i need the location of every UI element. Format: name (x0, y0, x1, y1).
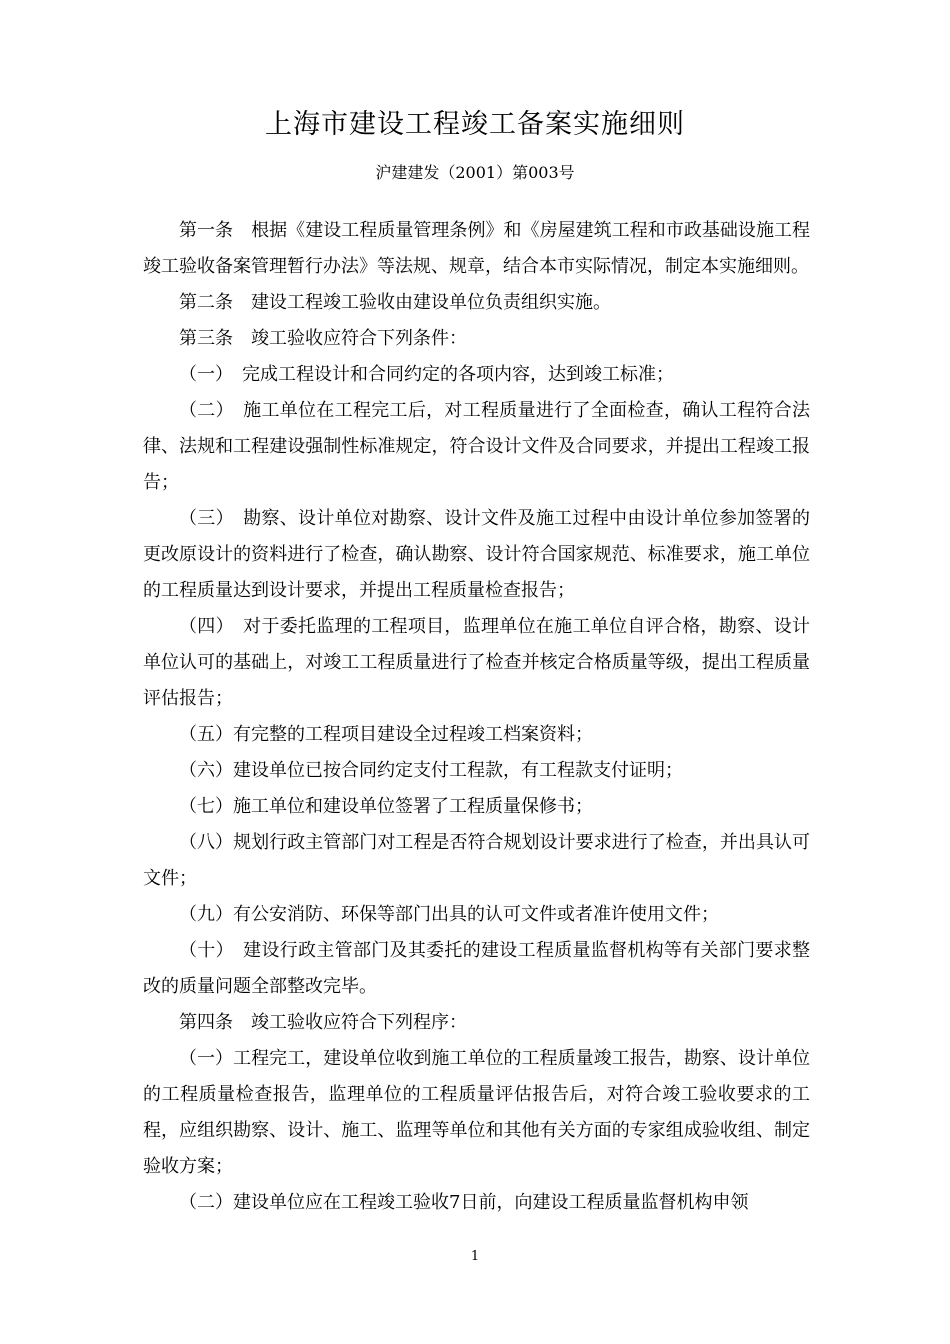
paragraph-item-5: （五）有完整的工程项目建设全过程竣工档案资料； (179, 724, 593, 745)
paragraph-item-6: （六）建设单位已按合同约定支付工程款，有工程款支付证明； (179, 760, 683, 781)
paragraph-procedure-2: （二）建设单位应在工程竣工验收7日前，向建设工程质量监督机构申领 (179, 1192, 749, 1213)
paragraph-item-3: （三） 勘察、设计单位对勘察、设计文件及施工过程中由设计单位参加签署的更改原设计的资料进行了检查，确认勘察、设计符合国家规范、标准要求，施工单位的工程质量达到设计要求，并提出工程质量检查报告； (143, 508, 810, 601)
document-title: 上海市建设工程竣工备案实施细则 (265, 109, 685, 140)
paragraph-item-7: （七）施工单位和建设单位签署了工程质量保修书； (179, 796, 593, 817)
paragraph-procedure-1: （一）工程完工，建设单位收到施工单位的工程质量竣工报告，勘察、设计单位的工程质量检查报告，监理单位的工程质量评估报告后，对符合竣工验收要求的工程，应组织勘察、设计、施工、监理等单位和其他有关方面的专家组成验收组、制定验收方案； (143, 1048, 810, 1177)
paragraph-article-2: 第二条 建设工程竣工验收由建设单位负责组织实施。 (179, 292, 611, 313)
paragraph-item-9: （九）有公安消防、环保等部门出具的认可文件或者准许使用文件； (179, 904, 719, 925)
paragraph-item-10: （十） 建设行政主管部门及其委托的建设工程质量监督机构等有关部门要求整改的质量问题全部整改完毕。 (143, 940, 810, 997)
paragraph-item-2: （二） 施工单位在工程完工后，对工程质量进行了全面检查，确认工程符合法律、法规和工程建设强制性标准规定，符合设计文件及合同要求，并提出工程竣工报告； (143, 400, 810, 493)
paragraph-article-1: 第一条 根据《建设工程质量管理条例》和《房屋建筑工程和市政基础设施工程竣工验收备案管理暂行办法》等法规、规章，结合本市实际情况，制定本实施细则。 (143, 220, 810, 277)
document-body (143, 213, 810, 1221)
paragraph-item-8: （八）规划行政主管部门对工程是否符合规划设计要求进行了检查，并出具认可文件； (143, 832, 810, 889)
page-number: 1 (470, 1249, 480, 1264)
paragraph-article-4: 第四条 竣工验收应符合下列程序： (179, 1012, 467, 1033)
paragraph-article-3: 第三条 竣工验收应符合下列条件： (179, 328, 467, 349)
document-number: 沪建建发（2001）第003号 (375, 163, 575, 182)
paragraph-item-1: （一） 完成工程设计和合同约定的各项内容，达到竣工标准； (179, 364, 674, 385)
paragraph-item-4: （四） 对于委托监理的工程项目，监理单位在施工单位自评合格，勘察、设计单位认可的基础上，对竣工工程质量进行了检查并核定合格质量等级，提出工程质量评估报告； (143, 616, 810, 709)
